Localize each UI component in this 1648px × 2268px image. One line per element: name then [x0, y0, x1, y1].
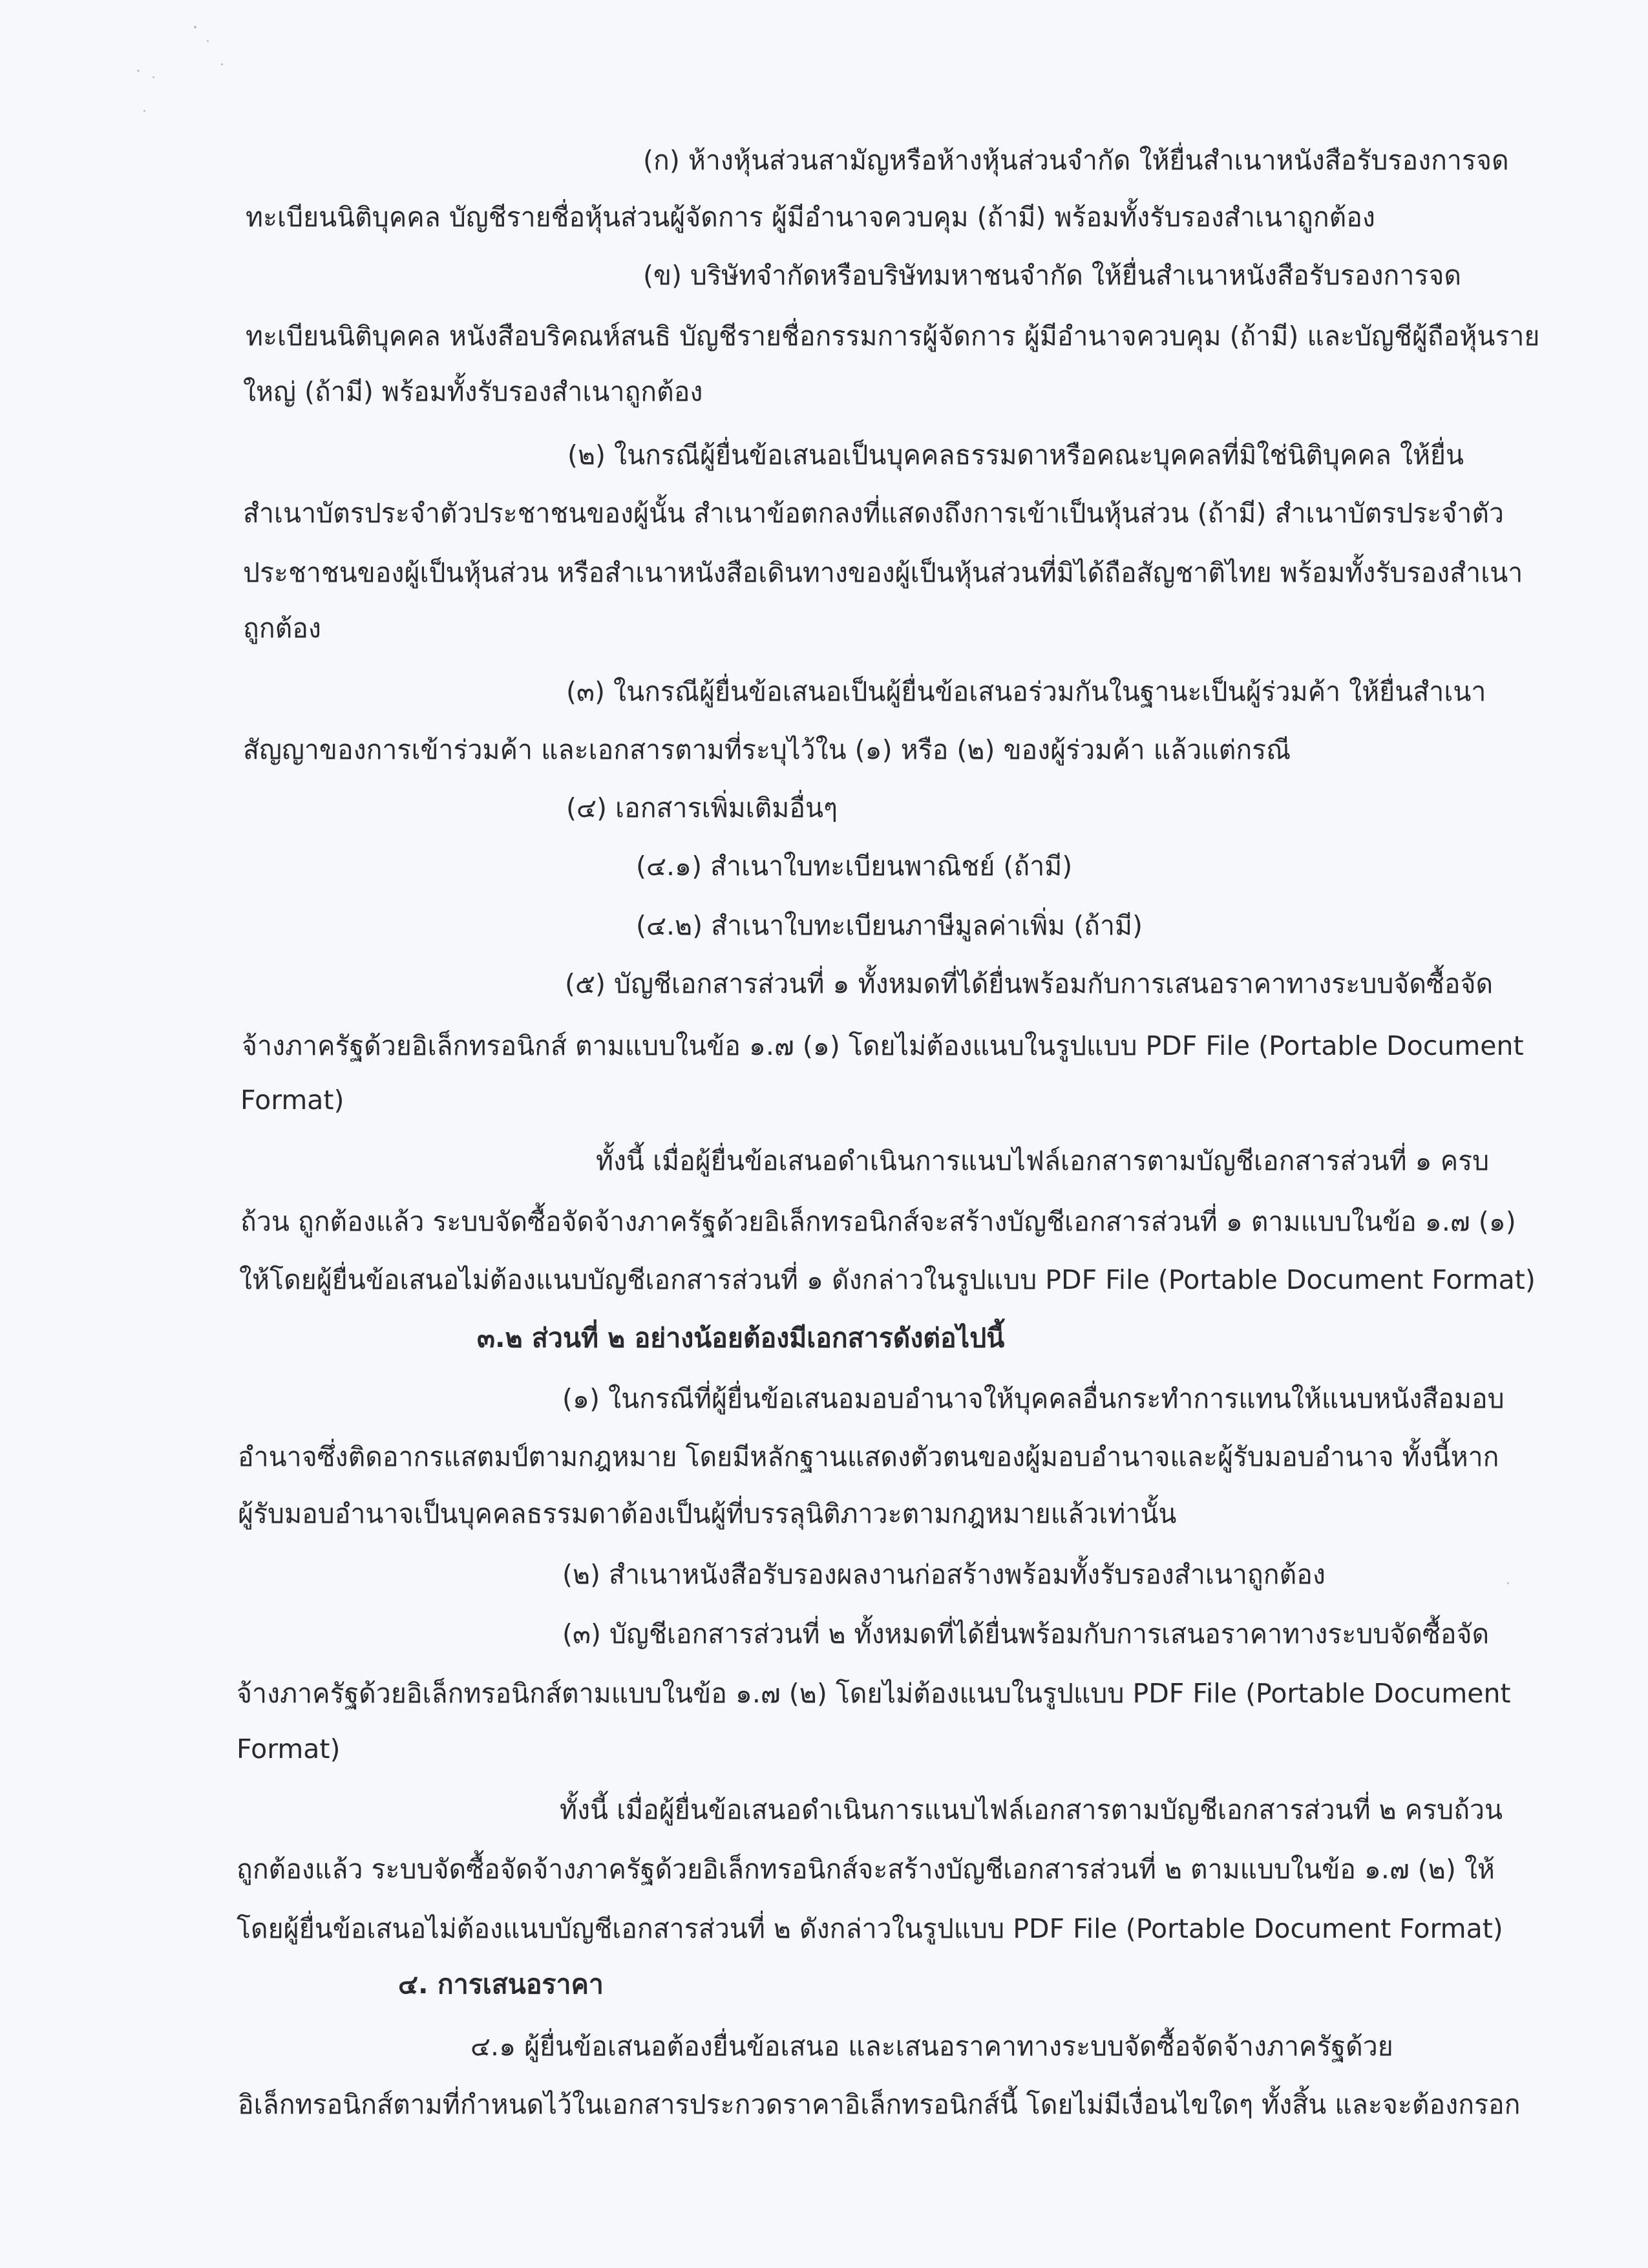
- text-line: จ้างภาครัฐด้วยอิเล็กทรอนิกส์ ตามแบบในข้อ ๑.๗ (๑) โดยไม่ต้องแนบในรูปแบบ PDF File (Portable Document: [242, 1030, 1524, 1061]
- section-heading: ๔. การเสนอราคา: [398, 1969, 604, 2000]
- text-line: ใหญ่ (ถ้ามี) พร้อมทั้งรับรองสำเนาถูกต้อง: [243, 376, 703, 407]
- text-line: ประชาชนของผู้เป็นหุ้นส่วน หรือสำเนาหนังสือเดินทางของผู้เป็นหุ้นส่วนที่มิได้ถือสัญชาติไทย พร้อมทั้งรับรองสำเนา: [243, 557, 1523, 588]
- text-line: ถ้วน ถูกต้องแล้ว ระบบจัดซื้อจัดจ้างภาครัฐด้วยอิเล็กทรอนิกส์จะสร้างบัญชีเอกสารส่วนที่ ๑ ตามแบบในข้อ ๑.๗ (๑): [240, 1206, 1516, 1237]
- text-line: (๓) ในกรณีผู้ยื่นข้อเสนอเป็นผู้ยื่นข้อเสนอร่วมกันในฐานะเป็นผู้ร่วมค้า ให้ยื่นสำเนา: [566, 676, 1486, 707]
- text-line: โดยผู้ยื่นข้อเสนอไม่ต้องแนบบัญชีเอกสารส่วนที่ ๒ ดังกล่าวในรูปแบบ PDF File (Portable Document Format): [237, 1913, 1503, 1944]
- scan-speck: [1507, 1582, 1509, 1584]
- text-line: (๔) เอกสารเพิ่มเติมอื่นๆ: [566, 792, 838, 823]
- text-line: (๔.๑) สำเนาใบทะเบียนพาณิชย์ (ถ้ามี): [636, 851, 1073, 882]
- text-line: ถูกต้อง: [243, 613, 321, 644]
- text-line: (๓) บัญชีเอกสารส่วนที่ ๒ ทั้งหมดที่ได้ยื่นพร้อมกับการเสนอราคาทางระบบจัดซื้อจัด: [562, 1618, 1490, 1649]
- text-line: (๕) บัญชีเอกสารส่วนที่ ๑ ทั้งหมดที่ได้ยื่นพร้อมกับการเสนอราคาทางระบบจัดซื้อจัด: [565, 968, 1494, 999]
- text-line: (๒) สำเนาหนังสือรับรองผลงานก่อสร้างพร้อมทั้งรับรองสำเนาถูกต้อง: [562, 1559, 1326, 1590]
- text-line: จ้างภาครัฐด้วยอิเล็กทรอนิกส์ตามแบบในข้อ ๑.๗ (๒) โดยไม่ต้องแนบในรูปแบบ PDF File (Portable Document: [237, 1678, 1511, 1709]
- text-line: ทะเบียนนิติบุคคล หนังสือบริคณห์สนธิ บัญชีรายชื่อกรรมการผู้จัดการ ผู้มีอำนาจควบคุม (ถ้ามี) และบัญชีผู้ถือหุ้นราย: [246, 321, 1540, 352]
- scan-speck: [143, 110, 145, 112]
- text-line: (๒) ในกรณีผู้ยื่นข้อเสนอเป็นบุคคลธรรมดาหรือคณะบุคคลที่มิใช่นิติบุคคล ให้ยื่น: [567, 440, 1464, 471]
- text-line: Format): [237, 1733, 341, 1765]
- text-line: ทะเบียนนิติบุคคล บัญชีรายชื่อหุ้นส่วนผู้จัดการ ผู้มีอำนาจควบคุม (ถ้ามี) พร้อมทั้งรับรองสำเนาถูกต้อง: [246, 202, 1375, 233]
- text-line: (๑) ในกรณีที่ผู้ยื่นข้อเสนอมอบอำนาจให้บุคคลอื่นกระทำการแทนให้แนบหนังสือมอบ: [562, 1383, 1505, 1414]
- scan-speck: [194, 26, 196, 28]
- text-line: ๔.๑ ผู้ยื่นข้อเสนอต้องยื่นข้อเสนอ และเสนอราคาทางระบบจัดซื้อจัดจ้างภาครัฐด้วย: [470, 2031, 1393, 2062]
- text-line: (ข) บริษัทจำกัดหรือบริษัทมหาชนจำกัด ให้ยื่นสำเนาหนังสือรับรองการจด: [643, 260, 1462, 291]
- text-line: ผู้รับมอบอำนาจเป็นบุคคลธรรมดาต้องเป็นผู้ที่บรรลุนิติภาวะตามกฎหมายแล้วเท่านั้น: [238, 1498, 1177, 1529]
- section-heading: ๓.๒ ส่วนที่ ๒ อย่างน้อยต้องมีเอกสารดังต่อไปนี้: [477, 1322, 1005, 1353]
- text-line: ทั้งนี้ เมื่อผู้ยื่นข้อเสนอดำเนินการแนบไฟล์เอกสารตามบัญชีเอกสารส่วนที่ ๑ ครบ: [596, 1145, 1490, 1176]
- text-line: อำนาจซึ่งติดอากรแสตมป์ตามกฎหมาย โดยมีหลักฐานแสดงตัวตนของผู้มอบอำนาจและผู้รับมอบอำนาจ ทั้งนี้หาก: [238, 1441, 1499, 1472]
- scan-speck: [137, 70, 140, 72]
- text-line: (๔.๒) สำเนาใบทะเบียนภาษีมูลค่าเพิ่ม (ถ้ามี): [636, 910, 1143, 941]
- text-line: ถูกต้องแล้ว ระบบจัดซื้อจัดจ้างภาครัฐด้วยอิเล็กทรอนิกส์จะสร้างบัญชีเอกสารส่วนที่ ๒ ตามแบบในข้อ ๑.๗ (๒) ให้: [237, 1854, 1495, 1885]
- scan-speck: [207, 40, 209, 42]
- text-line: ทั้งนี้ เมื่อผู้ยื่นข้อเสนอดำเนินการแนบไฟล์เอกสารตามบัญชีเอกสารส่วนที่ ๒ ครบถ้วน: [560, 1794, 1503, 1825]
- text-line: สัญญาของการเข้าร่วมค้า และเอกสารตามที่ระบุไว้ใน (๑) หรือ (๒) ของผู้ร่วมค้า แล้วแต่กรณี: [243, 734, 1291, 765]
- text-line: Format): [240, 1085, 344, 1116]
- text-line: สำเนาบัตรประจำตัวประชาชนของผู้นั้น สำเนาข้อตกลงที่แสดงถึงการเข้าเป็นหุ้นส่วน (ถ้ามี) สำเนาบัตรประจำตัว: [243, 498, 1505, 529]
- scan-speck: [221, 63, 223, 65]
- text-line: ให้โดยผู้ยื่นข้อเสนอไม่ต้องแนบบัญชีเอกสารส่วนที่ ๑ ดังกล่าวในรูปแบบ PDF File (Portable Document Format): [239, 1264, 1536, 1295]
- text-line: อิเล็กทรอนิกส์ตามที่กำหนดไว้ในเอกสารประกวดราคาอิเล็กทรอนิกส์นี้ โดยไม่มีเงื่อนไขใดๆ ทั้งสิ้น และจะต้องกรอก: [238, 2089, 1521, 2120]
- scan-speck: [153, 76, 154, 78]
- text-line: (ก) ห้างหุ้นส่วนสามัญหรือห้างหุ้นส่วนจำกัด ให้ยื่นสำเนาหนังสือรับรองการจด: [643, 145, 1509, 176]
